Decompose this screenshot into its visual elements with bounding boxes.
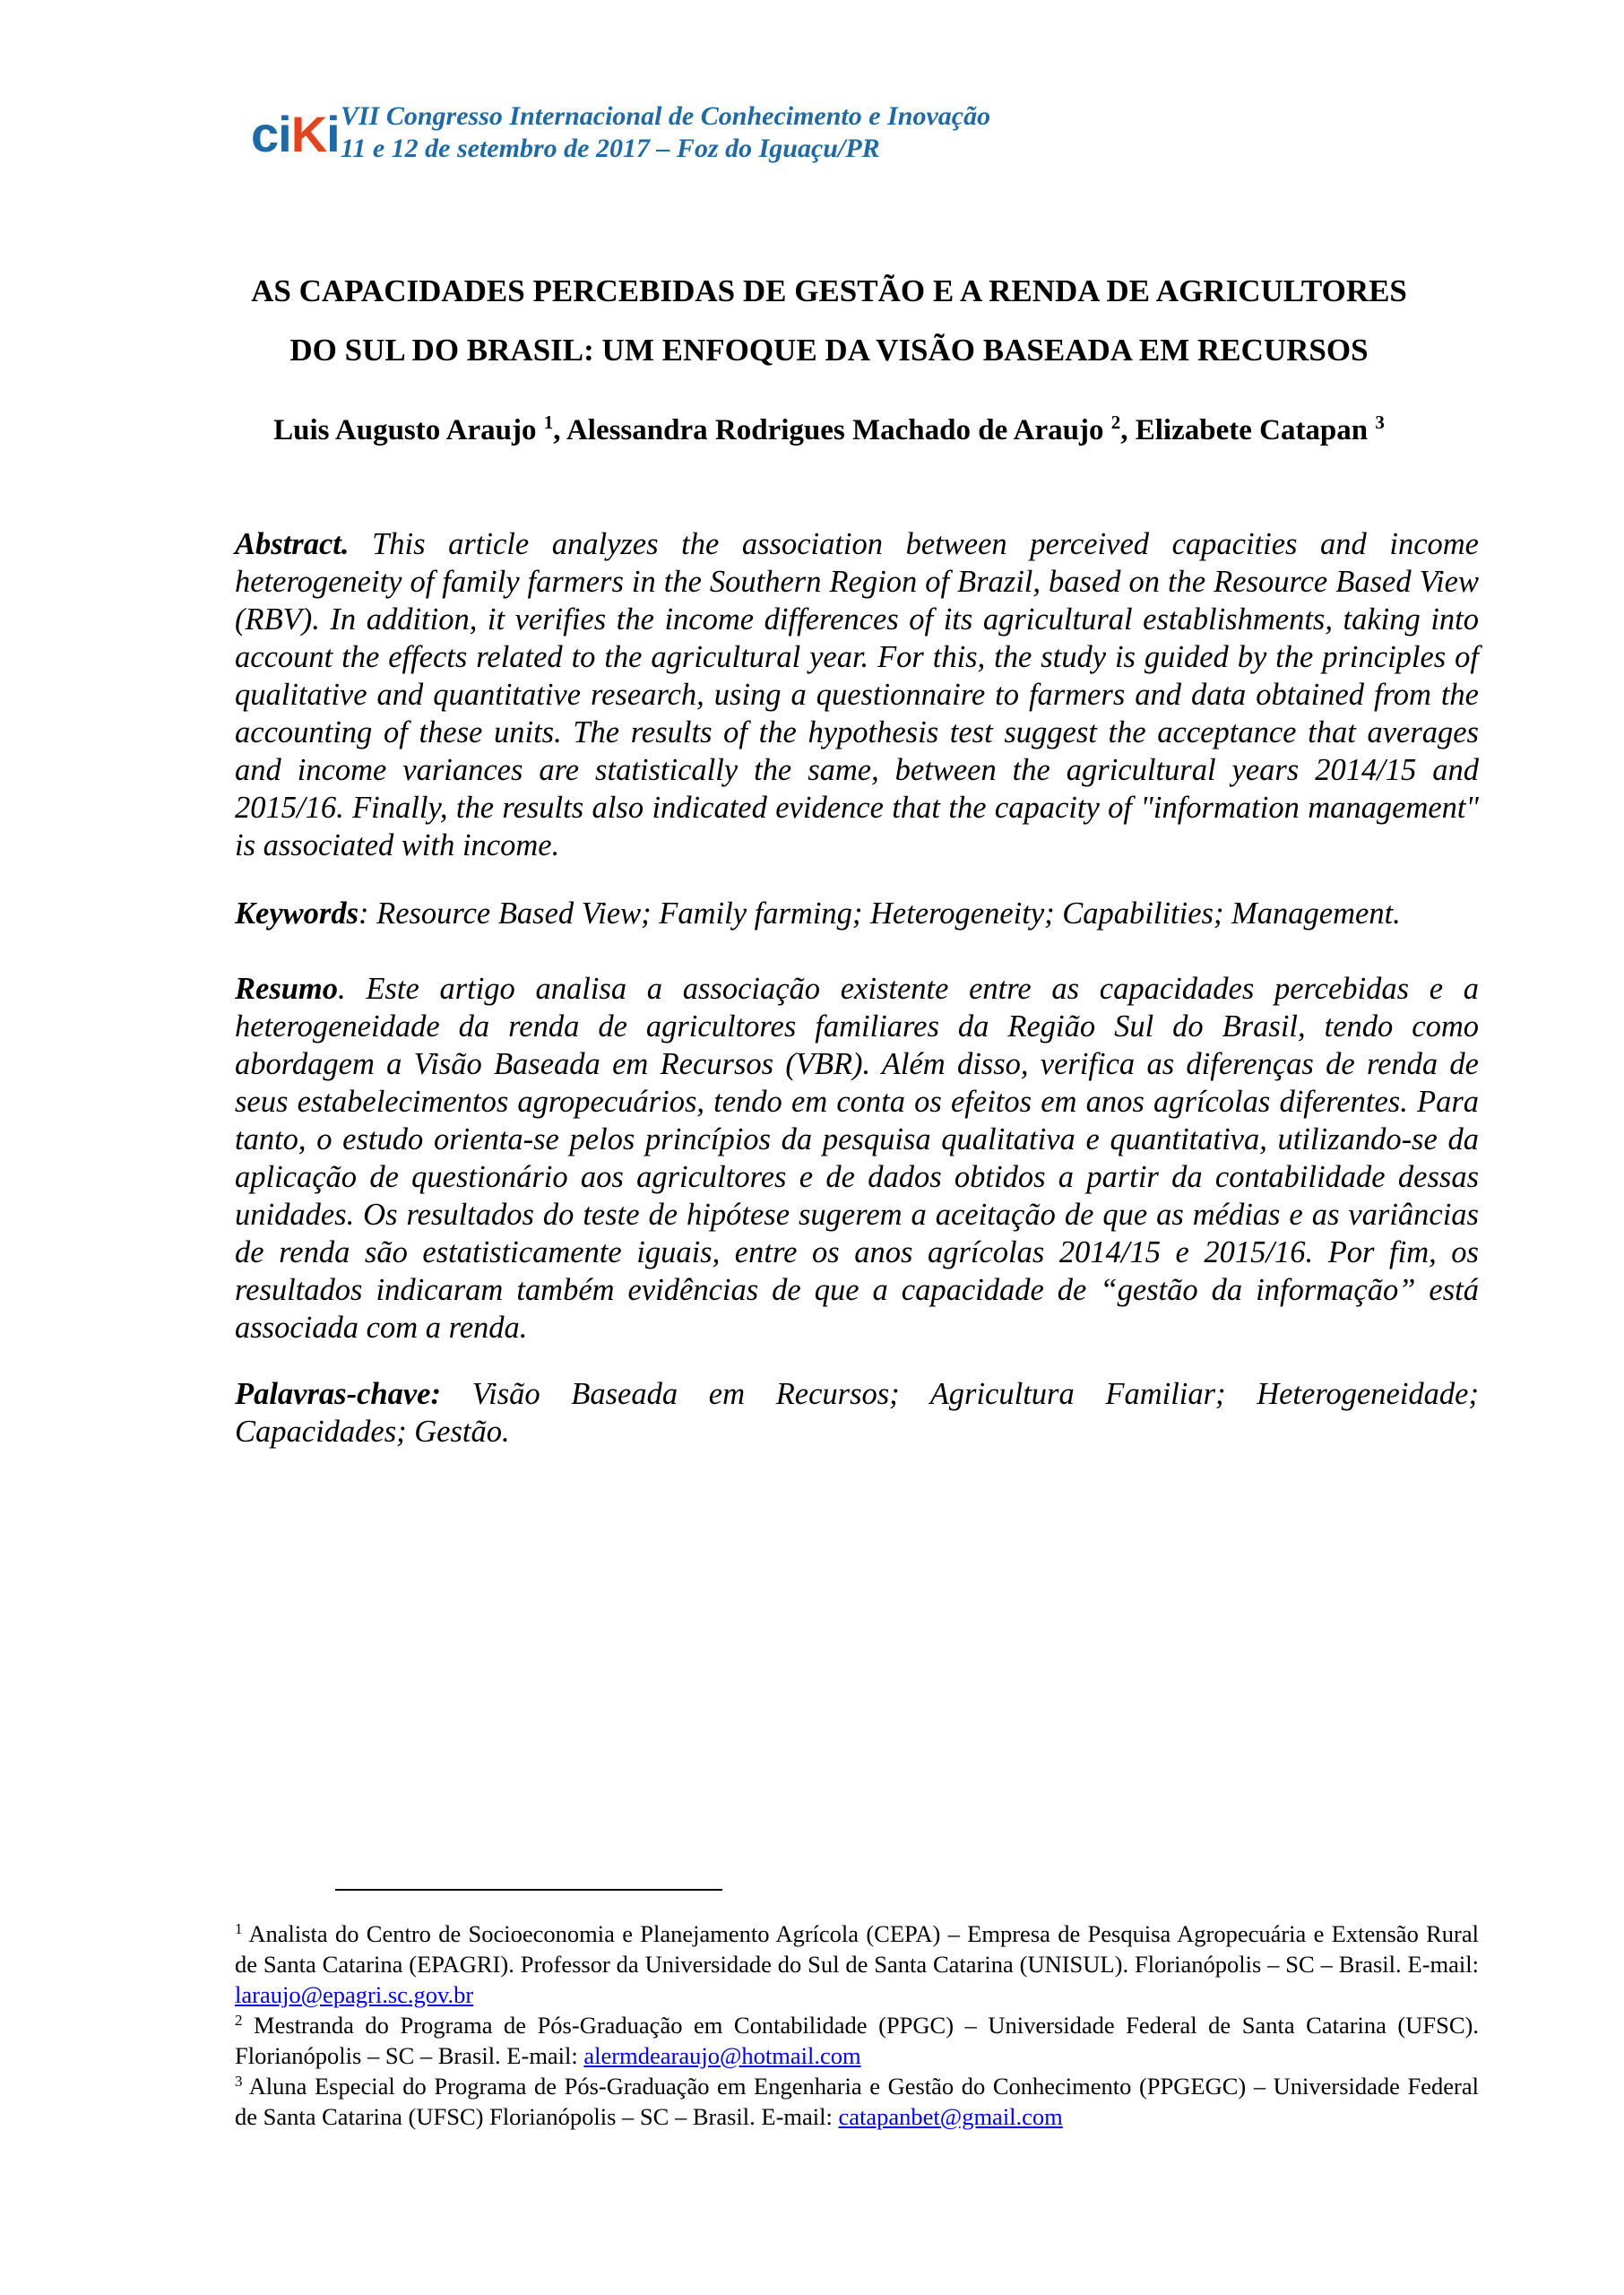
- ciki-logo: [251, 106, 340, 162]
- author-3: , Elizabete Catapan: [1120, 414, 1376, 446]
- footnote-2-mark: 2: [235, 2012, 243, 2029]
- conference-name: VII Congresso Internacional de Conhecimento e Inovação: [341, 101, 991, 131]
- footnote-1-email-link[interactable]: laraujo@epagri.sc.gov.br: [235, 1981, 474, 2008]
- author-1: Luis Augusto Araujo: [273, 414, 544, 446]
- footnotes: [235, 1918, 1479, 2132]
- footnote-3-text: Aluna Especial do Programa de Pós-Graduação em Engenharia e Gestão do Conhecimento (PPGEGC) – Universidade Federal de Santa Catarina (UFSC) Florianópolis – SC – Brasil. E-mail:: [235, 2073, 1479, 2130]
- abstract-label: Abstract.: [235, 527, 350, 561]
- footnote-1-mark: 1: [235, 1920, 243, 1937]
- conference-info: [341, 100, 990, 165]
- keywords-label: Keywords: [235, 896, 358, 931]
- footnote-1-text: Analista do Centro de Socioeconomia e Planejamento Agrícola (CEPA) – Empresa de Pesquisa Agropecuária e Extensão Rural de Santa Catarina (EPAGRI). Professor da Universidade do Sul de Santa Catarina (UNISUL). Florianópolis – SC – Brasil. E-mail:: [235, 1920, 1479, 1978]
- abstract-paragraph: [235, 525, 1479, 864]
- footnote-2: [235, 2010, 1479, 2071]
- conference-date-place: 11 e 12 de setembro de 2017 – Foz do Iguaçu/PR: [341, 134, 880, 163]
- author-list: [206, 412, 1452, 448]
- palavras-chave-paragraph: [235, 1375, 1479, 1451]
- logo-text-k: K: [290, 106, 327, 162]
- title-line-1: AS CAPACIDADES PERCEBIDAS DE GESTÃO E A RENDA DE AGRICULTORES: [251, 273, 1407, 308]
- paper-title: [206, 262, 1452, 380]
- footnote-2-text: Mestranda do Programa de Pós-Graduação em Contabilidade (PPGC) – Universidade Federal de Santa Catarina (UFSC). Florianópolis – SC – Brasil. E-mail:: [235, 2012, 1479, 2069]
- author-1-footnote-mark: 1: [543, 411, 554, 433]
- footnote-3-email-link[interactable]: catapanbet@gmail.com: [838, 2103, 1063, 2130]
- resumo-text: . Este artigo analisa a associação existente entre as capacidades percebidas e a heterogeneidade da renda de agricultores familiares da Região Sul do Brasil, tendo como abordagem a Visão Baseada em Recursos (VBR). Além disso, verifica as diferenças de renda de seus estabelecimentos agropecuários, tendo em conta os efeitos em anos agrícolas diferentes. Para tanto, o estudo orienta-se pelos princípios da pesquisa qualitativa e quantitativa, utilizando-se da aplicação de questionário aos agricultores e de dados obtidos a partir da contabilidade dessas unidades. Os resultados do teste de hipótese sugerem a aceitação de que as médias e as variâncias de renda são estatisticamente iguais, entre os anos agrícolas 2014/15 e 2015/16. Por fim, os resultados indicaram também evidências de que a capacidade de “gestão da informação” está associada com a renda.: [235, 972, 1479, 1345]
- abstract-text: This article analyzes the association between perceived capacities and income heterogeneity of family farmers in the Southern Region of Brazil, based on the Resource Based View (RBV). In addition, it verifies the income differences of its agricultural establishments, taking into account the effects related to the agricultural year. For this, the study is guided by the principles of qualitative and quantitative research, using a questionnaire to farmers and data obtained from the accounting of these units. The results of the hypothesis test suggest the acceptance that averages and income variances are statistically the same, between the agricultural years 2014/15 and 2015/16. Finally, the results also indicated evidence that the capacity of "information management" is associated with income.: [235, 527, 1479, 862]
- footnote-3-mark: 3: [235, 2073, 243, 2090]
- palavras-chave-text: Visão Baseada em Recursos; Agricultura Familiar; Heterogeneidade; Capacidades; Gestão.: [235, 1377, 1479, 1449]
- palavras-chave-label: Palavras-chave:: [235, 1377, 441, 1411]
- footnote-separator: [335, 1889, 722, 1891]
- logo-text-ci: ci: [251, 106, 291, 162]
- footnote-1: [235, 1918, 1479, 2010]
- footnote-3: [235, 2071, 1479, 2132]
- author-2-footnote-mark: 2: [1110, 411, 1121, 433]
- logo-text-i: i: [326, 106, 340, 162]
- resumo-label: Resumo: [235, 972, 339, 1006]
- author-2: , Alessandra Rodrigues Machado de Araujo: [553, 414, 1111, 446]
- author-3-footnote-mark: 3: [1375, 411, 1385, 433]
- title-line-2: DO SUL DO BRASIL: UM ENFOQUE DA VISÃO BASEADA EM RECURSOS: [289, 333, 1369, 368]
- keywords-paragraph: [235, 895, 1479, 932]
- resumo-paragraph: [235, 970, 1479, 1347]
- footnote-2-email-link[interactable]: alermdearaujo@hotmail.com: [583, 2042, 861, 2069]
- keywords-text: : Resource Based View; Family farming; Heterogeneity; Capabilities; Management.: [358, 896, 1401, 931]
